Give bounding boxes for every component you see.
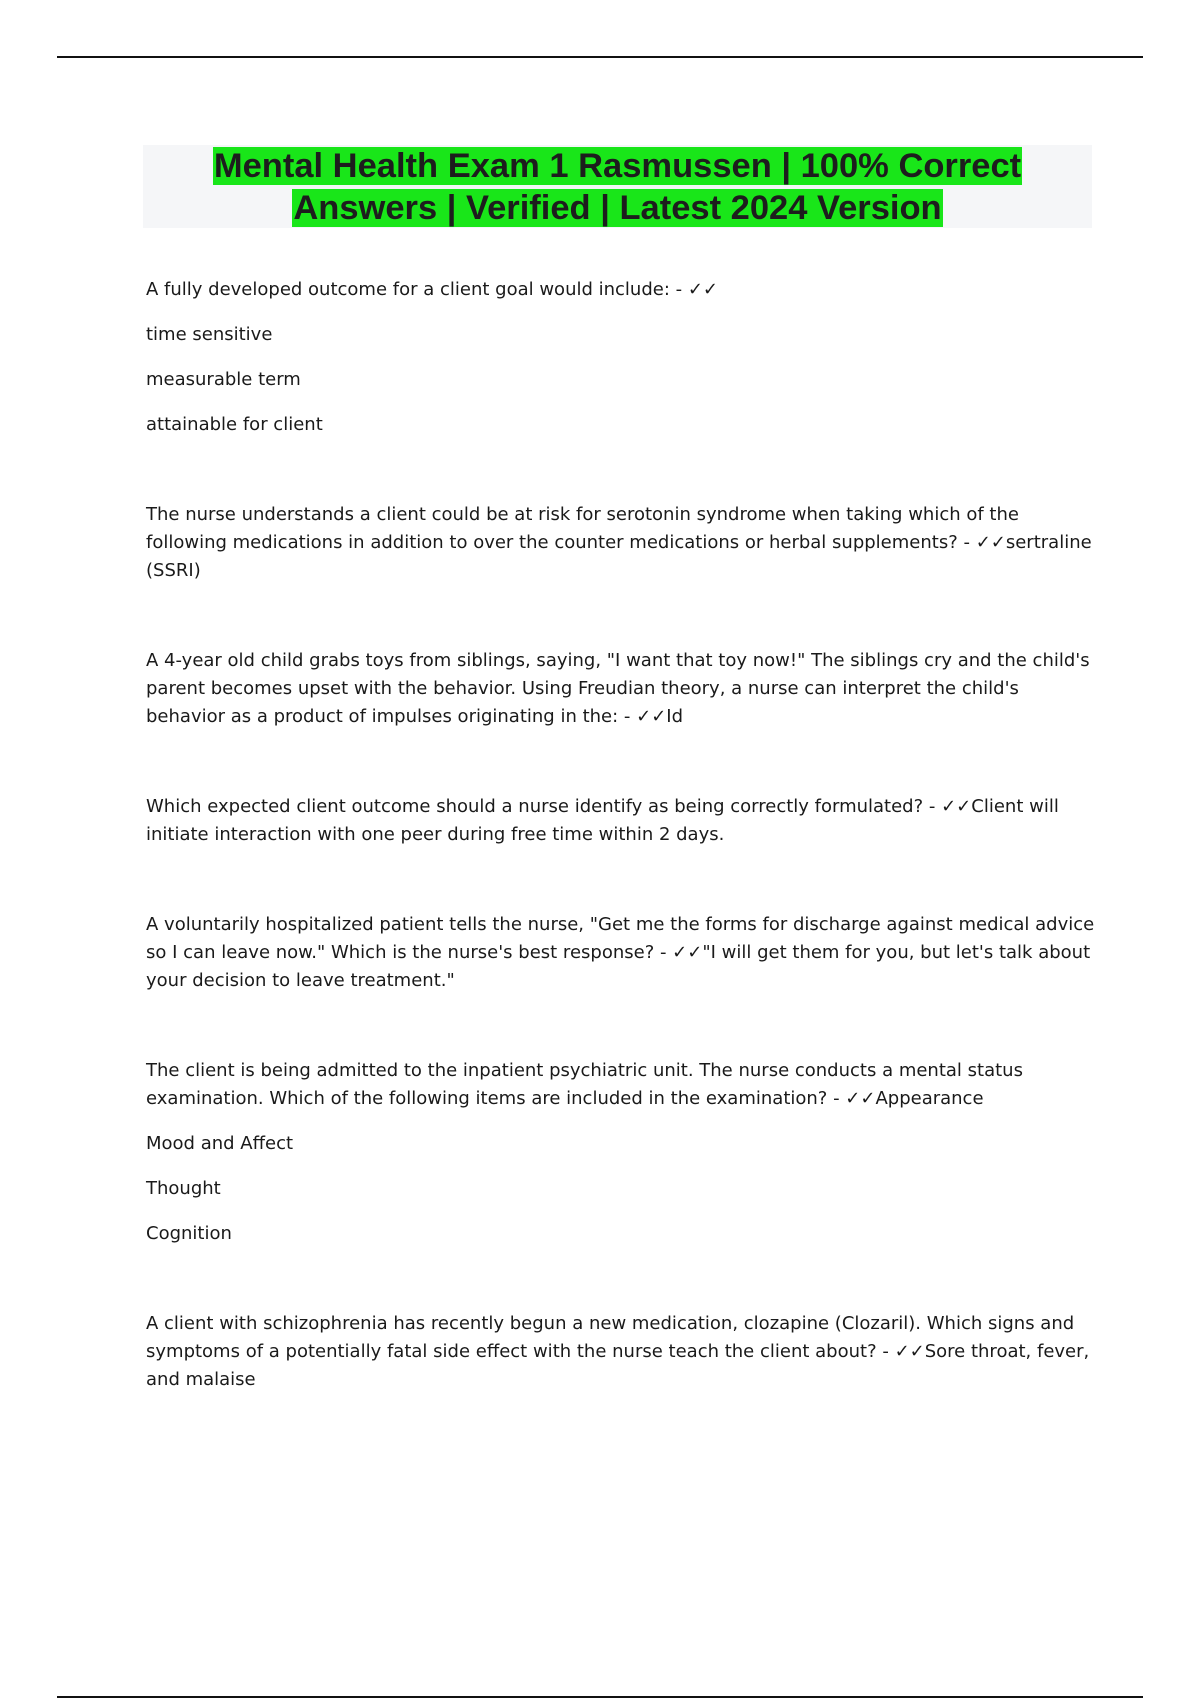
- question-text: Which expected client outcome should a nurse identify as being correctly formulated? - ✓✓Client will initiate interaction with one peer during free time within 2 days.: [146, 796, 1059, 845]
- header-rule: [57, 56, 1143, 58]
- qa-list: [146, 276, 1096, 1394]
- title-banner: [143, 145, 1092, 228]
- qa-item: [146, 793, 1096, 849]
- page-title: [143, 145, 1092, 229]
- qa-item: [146, 1057, 1096, 1248]
- answer-line: time sensitive: [146, 324, 273, 345]
- question-text: A 4-year old child grabs toys from siblings, saying, "I want that toy now!" The siblings cry and the child's parent becomes upset with the behavior. Using Freudian theory, a nurse can interpret the child's behavior as a product of impulses originating in the: - ✓✓Id: [146, 650, 1090, 727]
- question-text: The nurse understands a client could be at risk for serotonin syndrome when taking which of the following medications in addition to over the counter medications or herbal supplements? - ✓✓sertraline (SSRI): [146, 504, 1092, 581]
- qa-item: [146, 276, 1096, 439]
- spacer: [146, 1248, 1096, 1310]
- spacer: [146, 731, 1096, 793]
- title-highlight: Mental Health Exam 1 Rasmussen | 100% Correct Answers | Verified | Latest 2024 Version: [213, 147, 1022, 227]
- answer-line: Thought: [146, 1178, 221, 1199]
- answer-line: Mood and Affect: [146, 1133, 294, 1154]
- footer-rule: [57, 1696, 1143, 1698]
- spacer: [146, 995, 1096, 1057]
- answer-line: measurable term: [146, 369, 301, 390]
- question-text: The client is being admitted to the inpatient psychiatric unit. The nurse conducts a mental status examination. Which of the following items are included in the examination? - ✓✓Appearance: [146, 1060, 1023, 1109]
- answer-line: Cognition: [146, 1223, 232, 1244]
- qa-item: [146, 501, 1096, 585]
- qa-item: [146, 911, 1096, 995]
- spacer: [146, 439, 1096, 501]
- answer-line: attainable for client: [146, 414, 323, 435]
- spacer: [146, 585, 1096, 647]
- question-text: A client with schizophrenia has recently begun a new medication, clozapine (Clozaril). Which signs and symptoms of a potentially fatal side effect with the nurse teach the client about? - ✓✓Sore throat, fever, and malaise: [146, 1313, 1090, 1390]
- question-text: A fully developed outcome for a client goal would include: - ✓✓: [146, 279, 719, 300]
- question-text: A voluntarily hospitalized patient tells the nurse, "Get me the forms for discharge against medical advice so I can leave now." Which is the nurse's best response? - ✓✓"I will get them for you, but let's talk about your decision to leave treatment.": [146, 914, 1095, 991]
- spacer: [146, 849, 1096, 911]
- qa-item: [146, 1310, 1096, 1394]
- qa-item: [146, 647, 1096, 731]
